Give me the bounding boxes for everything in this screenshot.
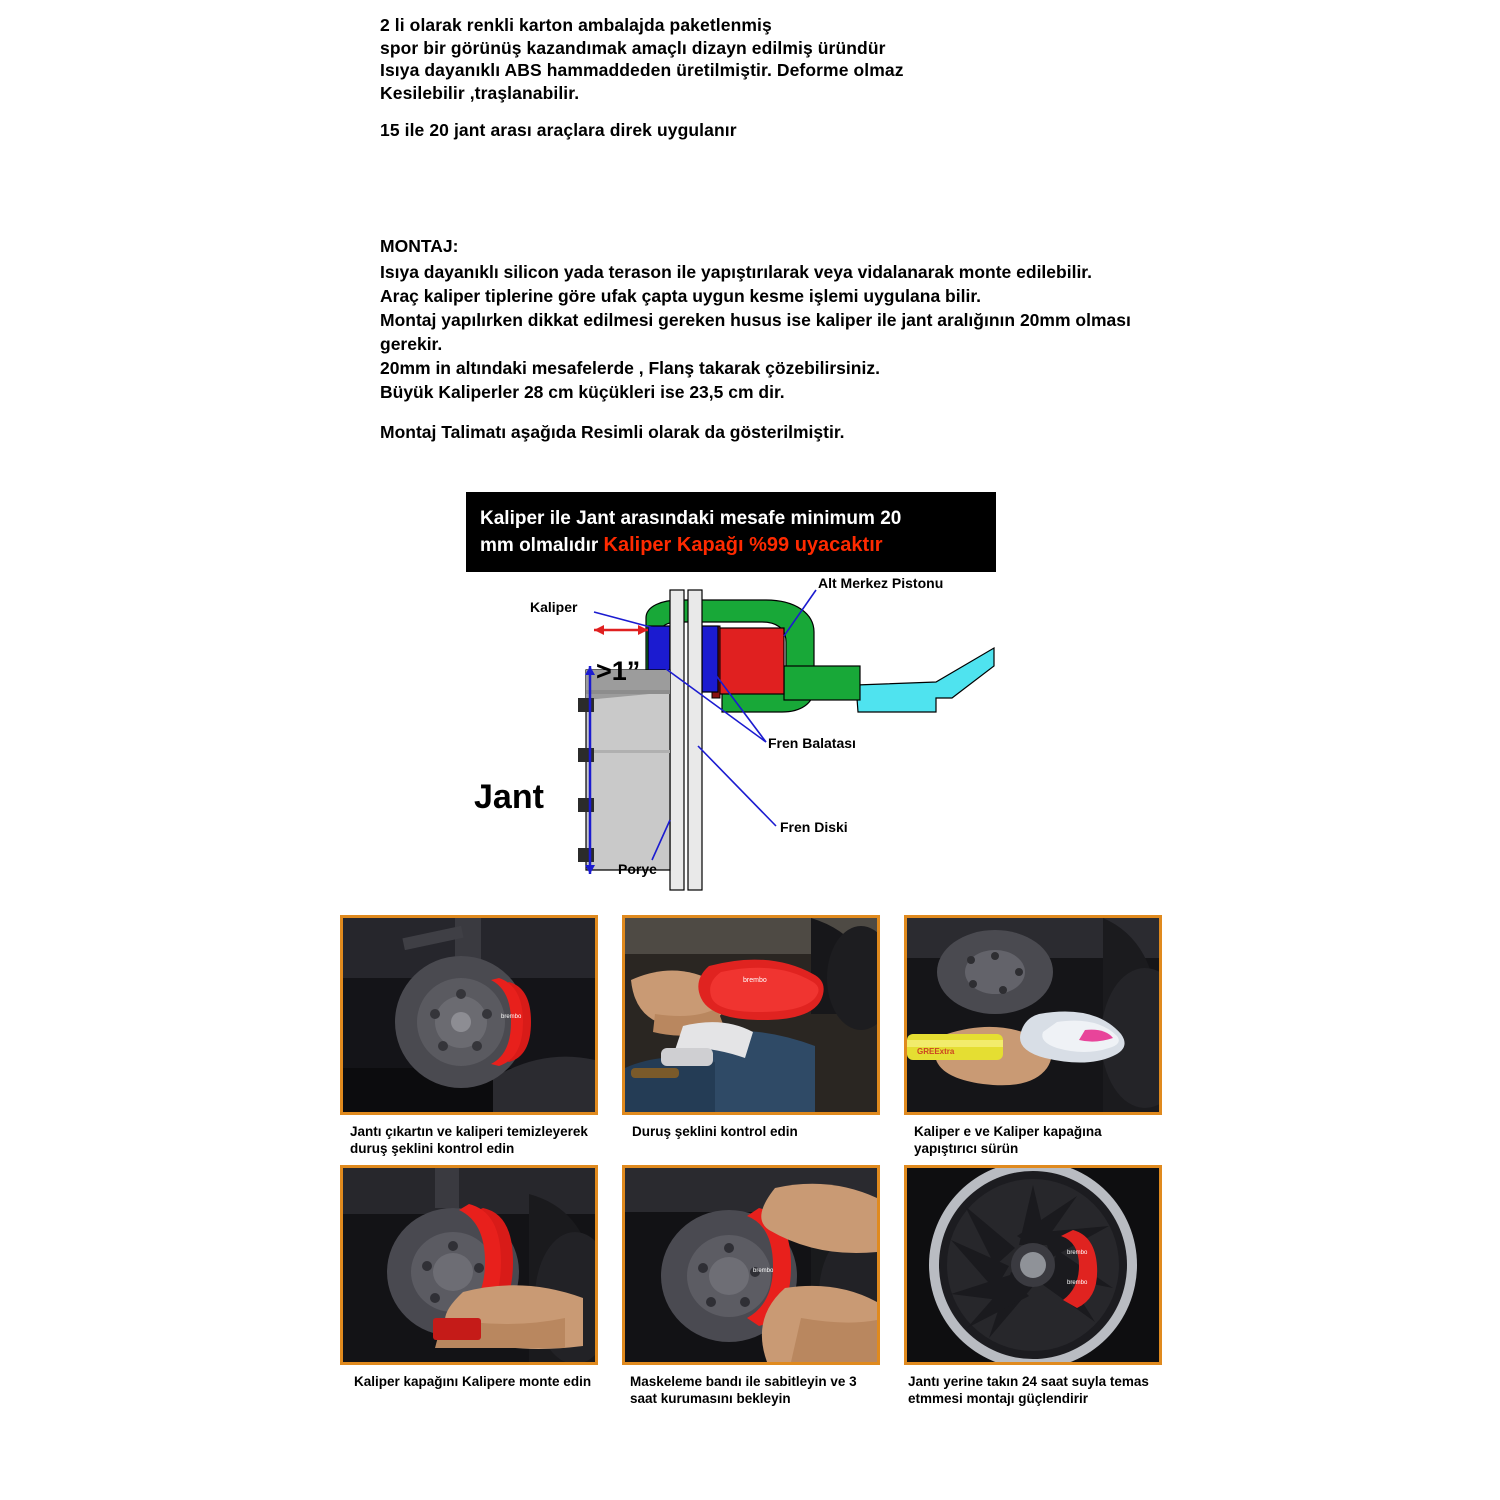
svg-text:brembo: brembo [1067,1280,1088,1286]
intro-line-2: spor bir görünüş kazandımak amaçlı dizayn edilmiş üründür [380,37,886,58]
step-1-photo [340,915,598,1115]
svg-text:GREExtra: GREExtra [917,1047,955,1056]
intro-spacer [380,104,1280,119]
intro-paragraph [380,14,1280,142]
svg-text:brembo: brembo [501,1014,522,1020]
installation-steps-grid [340,915,1170,1415]
clearance-diagram [466,492,996,912]
step-1 [340,915,598,1157]
label-porye: Porye [618,861,657,877]
step-4-caption: Kaliper kapağını Kalipere monte edin [354,1374,592,1389]
step-5-caption: Maskeleme bandı ile sabitleyin ve 3 saat kurumasını bekleyin [630,1374,857,1406]
label-jant: Jant [474,778,544,816]
montaj-line-2: Araç kaliper tiplerine göre ufak çapta uygun kesme işlemi uygulana bilir. [380,286,982,306]
label-fren-diski: Fren Diski [780,819,848,835]
montaj-line-5: 20mm in altındaki mesafelerde , Flanş takarak çözebilirsiniz. [380,358,880,378]
diagram-banner [466,492,996,572]
intro-note: 15 ile 20 jant arası araçlara direk uygulanır [380,120,737,140]
banner-line-2-black: mm olmalıdır [480,535,599,556]
step-5-photo [622,1165,880,1365]
montaj-line-4: gerekir. [380,334,443,354]
steps-row-2 [340,1165,1170,1407]
step-4 [340,1165,598,1407]
step-3-caption: Kaliper e ve Kaliper kapağına yapıştırıcı sürün [914,1124,1102,1156]
montaj-line-6: Büyük Kaliperler 28 cm küçükleri ise 23,5 cm dir. [380,382,785,402]
step-4-photo [340,1165,598,1365]
step-3-photo [904,915,1162,1115]
montaj-line-3: Montaj yapılırken dikkat edilmesi gereken husus ise kaliper ile jant aralığının 20mm olması [380,310,1131,330]
intro-line-4: Kesilebilir ,traşlanabilir. [380,82,580,103]
step-3 [904,915,1162,1157]
intro-line-3: Isıya dayanıklı ABS hammaddeden üretilmiştir. Deforme olmaz [380,60,904,80]
intro-line-1: 2 li olarak renkli karton ambalajda paketlenmiş [380,15,772,35]
svg-text:brembo: brembo [753,1268,774,1274]
step-6-caption: Jantı yerine takın 24 saat suyla temas etmmesi montajı güçlendirir [908,1374,1149,1406]
montaj-section [380,234,1240,444]
step-5 [622,1165,880,1407]
label-alt-merkez-pistonu: Alt Merkez Pistonu [818,575,944,591]
step-2-photo [622,915,880,1115]
brake-assembly-illustration [466,570,996,912]
step-6-photo [904,1165,1162,1365]
label-clearance: >1” [596,656,641,686]
label-kaliper: Kaliper [530,599,578,615]
label-fren-balatasi: Fren Balatası [768,735,856,751]
svg-text:brembo: brembo [1067,1250,1088,1256]
montaj-title: MONTAJ: [380,236,459,256]
montaj-footer: Montaj Talimatı aşağıda Resimli olarak da gösterilmiştir. [380,422,845,442]
step-6 [904,1165,1162,1407]
montaj-line-1: Isıya dayanıklı silicon yada terason ile yapıştırılarak veya vidalanarak monte edilebilir. [380,262,1093,282]
step-2 [622,915,880,1157]
banner-line-1: Kaliper ile Jant arasındaki mesafe minimum 20 [480,508,902,529]
montaj-spacer [380,404,1240,420]
banner-line-2-red: Kaliper Kapağı %99 uyacaktır [603,534,883,556]
steps-row-1 [340,915,1170,1157]
step-2-caption: Duruş şeklini kontrol edin [632,1124,798,1139]
step-1-caption: Jantı çıkartın ve kaliperi temizleyerek duruş şeklini kontrol edin [350,1124,588,1156]
svg-text:brembo: brembo [743,977,767,984]
